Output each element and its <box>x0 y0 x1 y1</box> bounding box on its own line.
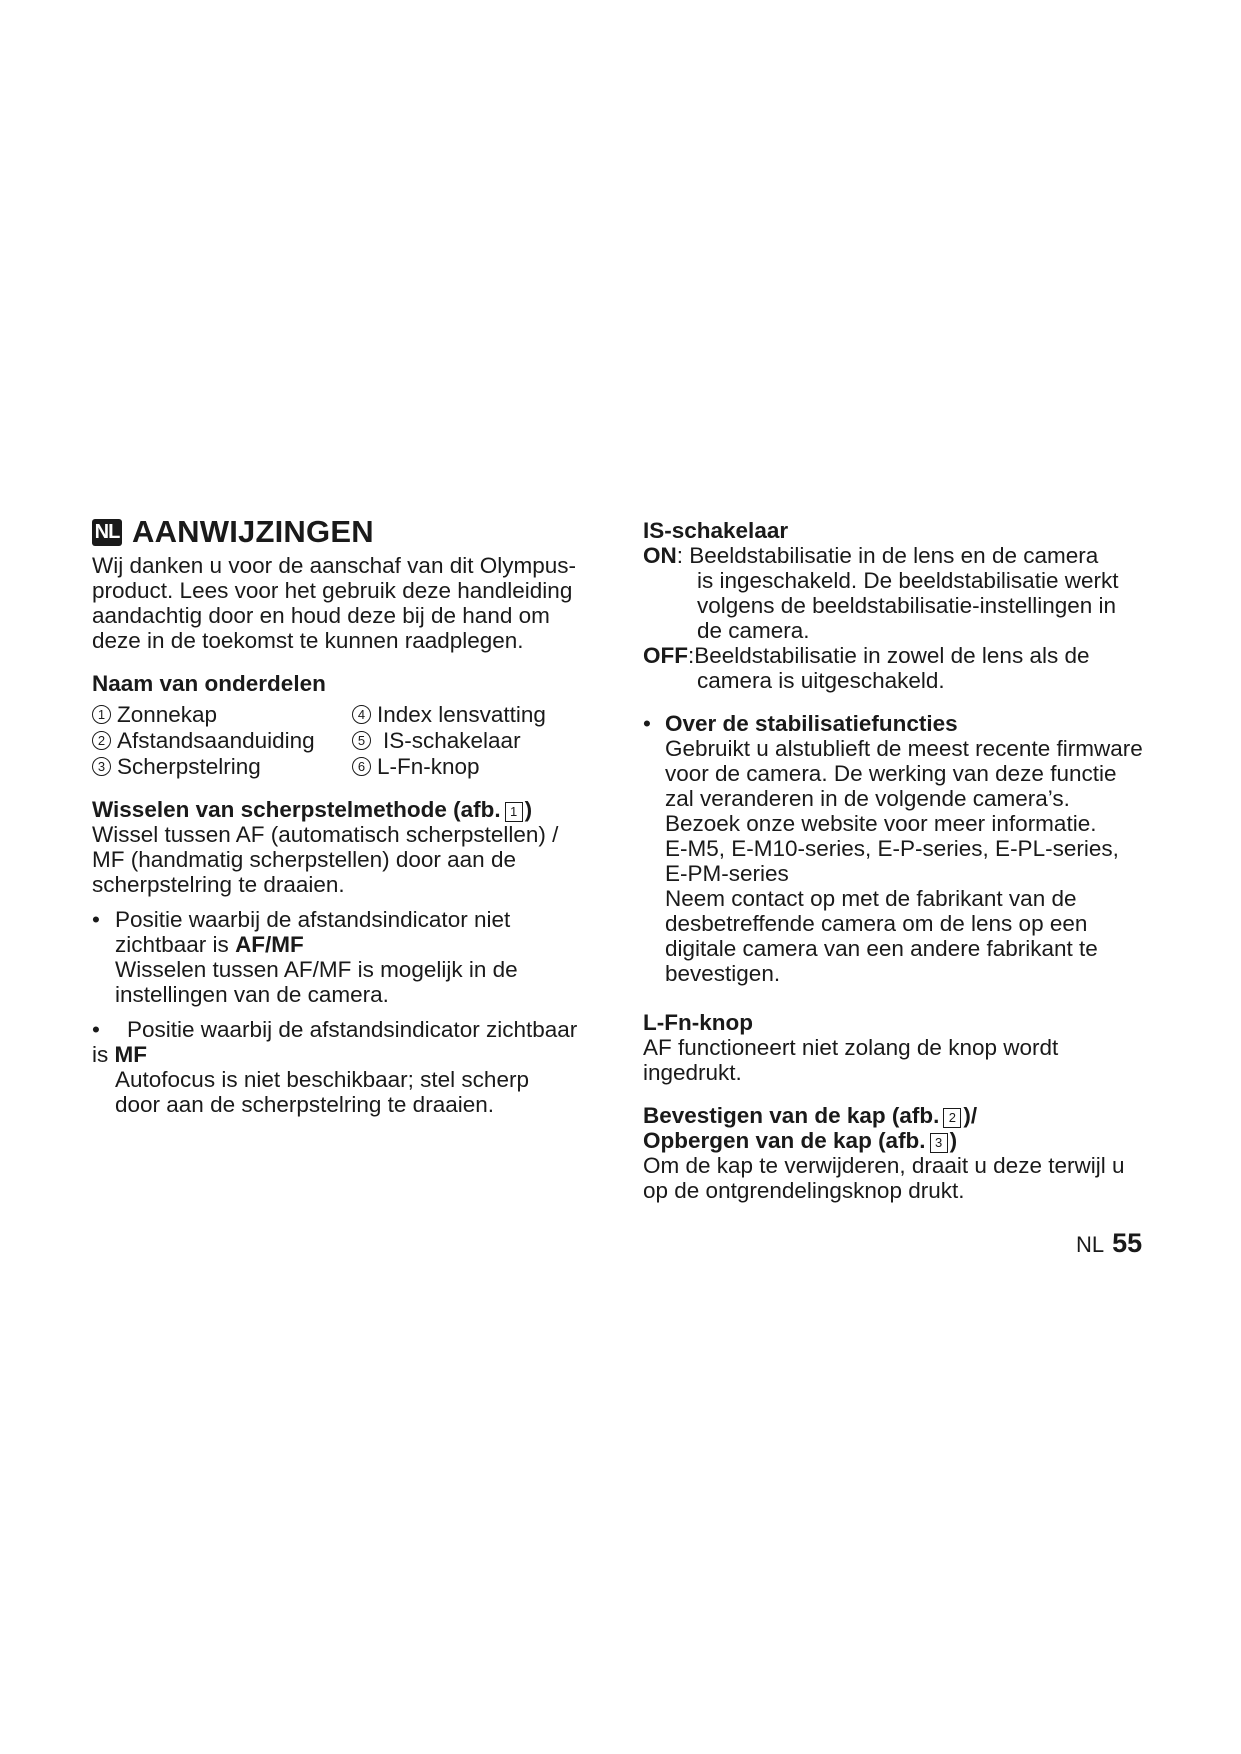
parts-list <box>92 702 612 779</box>
camera-models-line: E-M5, E-M10-series, E-P-series, E-PL-series, <box>665 836 1119 861</box>
part-label: Afstandsaanduiding <box>117 728 315 753</box>
definition-line: is ingeschakeld. De beeldstabilisatie werkt <box>697 568 1119 593</box>
right-column <box>643 518 1163 1203</box>
part-number: 2 <box>92 731 111 750</box>
off-text: :Beeldstabilisatie in zowel de lens als de <box>688 643 1090 668</box>
cap-heading-end: )/ <box>963 1103 978 1128</box>
definition-line: volgens de beeldstabilisatie-instellingen in <box>697 593 1117 618</box>
bullet-detail: door aan de scherpstelring te draaien. <box>115 1092 494 1117</box>
info-line: Bezoek onze website voor meer informatie. <box>665 811 1097 836</box>
footer-language: NL <box>1076 1232 1105 1257</box>
bullet-dot: • <box>92 907 100 932</box>
focus-heading-text: Wisselen van scherpstelmethode (afb. <box>92 797 501 822</box>
bullet-dot: • <box>92 1017 100 1042</box>
part-label: L-Fn-knop <box>377 754 480 779</box>
cap-heading-end: ) <box>949 1128 958 1153</box>
part-label: Index lensvatting <box>377 702 546 727</box>
bullet-dot: • <box>643 711 651 736</box>
cap-heading-attach <box>643 1103 1163 1128</box>
focus-heading <box>92 797 612 822</box>
intro-paragraph <box>92 553 612 653</box>
bullet-line <box>92 1042 612 1067</box>
figure-number: 3 <box>930 1133 948 1153</box>
focus-paragraph <box>92 822 612 897</box>
info-line: zal veranderen in de volgende camera’s. <box>665 786 1070 811</box>
bullet-line-prefix: is <box>92 1042 115 1067</box>
intro-line: aandachtig door en houd deze bij de hand om <box>92 603 550 628</box>
part-label: Zonnekap <box>117 702 218 727</box>
bullet-line <box>115 932 612 957</box>
lfn-paragraph <box>643 1035 1163 1085</box>
definition-line: de camera. <box>697 618 810 643</box>
is-heading: IS-schakelaar <box>643 518 789 543</box>
language-badge: NL <box>92 519 122 546</box>
bullet-line: Positie waarbij de afstandsindicator niet <box>115 907 511 932</box>
definition-line: camera is uitgeschakeld. <box>697 668 945 693</box>
page-footer <box>1076 1228 1142 1259</box>
off-term: OFF <box>643 643 688 668</box>
camera-models-line: E-PM-series <box>665 861 789 886</box>
on-term: ON <box>643 543 677 568</box>
on-text: : Beeldstabilisatie in de lens en de camera <box>676 543 1099 568</box>
cap-line: Om de kap te verwijderen, draait u deze terwijl u <box>643 1153 1125 1178</box>
cap-heading-text: Bevestigen van de kap (afb. <box>643 1103 940 1128</box>
parts-heading: Naam van onderdelen <box>92 671 326 696</box>
intro-line: product. Lees voor het gebruik deze handleiding <box>92 578 573 603</box>
bullet-keyword: AF/MF <box>235 932 304 957</box>
contact-line: digitale camera van een andere fabrikant te <box>665 936 1098 961</box>
stabilisation-heading: Over de stabilisatiefuncties <box>665 711 958 736</box>
info-line: Gebruikt u alstublieft de meest recente firmware <box>665 736 1143 761</box>
page-number: 55 <box>1112 1228 1143 1258</box>
cap-heading-text: Opbergen van de kap (afb. <box>643 1128 926 1153</box>
is-on-definition <box>643 543 1163 643</box>
contact-line: desbetreffende camera om de lens op een <box>665 911 1088 936</box>
lfn-heading: L-Fn-knop <box>643 1010 753 1035</box>
contact-line: Neem contact op met de fabrikant van de <box>665 886 1077 911</box>
cap-line: op de ontgrendelingsknop drukt. <box>643 1178 965 1203</box>
part-label: IS-schakelaar <box>383 728 521 753</box>
part-number: 3 <box>92 757 111 776</box>
part-number: 4 <box>352 705 371 724</box>
bullet-afmf <box>92 907 612 1007</box>
bullet-line-prefix: zichtbaar is <box>115 932 236 957</box>
bullet-detail: Autofocus is niet beschikbaar; stel scherp <box>115 1067 529 1092</box>
part-item <box>352 754 612 779</box>
cap-paragraph <box>643 1153 1163 1203</box>
bullet-mf <box>92 1017 612 1117</box>
definition-line <box>643 543 1163 568</box>
part-item <box>352 728 612 753</box>
stabilisation-info <box>643 736 1163 986</box>
part-number: 6 <box>352 757 371 776</box>
bullet-line: Positie waarbij de afstandsindicator zichtbaar <box>127 1017 578 1042</box>
lfn-line: ingedrukt. <box>643 1060 742 1085</box>
part-item <box>352 702 612 727</box>
part-label: Scherpstelring <box>117 754 261 779</box>
part-item <box>92 754 352 779</box>
lfn-line: AF functioneert niet zolang de knop wordt <box>643 1035 1059 1060</box>
bullet-detail: instellingen van de camera. <box>115 982 389 1007</box>
focus-heading-end: ) <box>524 797 533 822</box>
section-title-row <box>92 515 612 549</box>
figure-number: 1 <box>505 802 523 822</box>
is-off-definition <box>643 643 1163 693</box>
intro-line: deze in de toekomst te kunnen raadplegen. <box>92 628 524 653</box>
part-number: 1 <box>92 705 111 724</box>
bullet-detail: Wisselen tussen AF/MF is mogelijk in de <box>115 957 518 982</box>
part-item <box>92 728 352 753</box>
definition-line <box>643 643 1163 668</box>
focus-line: MF (handmatig scherpstellen) door aan de <box>92 847 516 872</box>
contact-line: bevestigen. <box>665 961 781 986</box>
figure-number: 2 <box>943 1108 961 1128</box>
part-item <box>92 702 352 727</box>
focus-line: Wissel tussen AF (automatisch scherpstellen) / <box>92 822 559 847</box>
info-line: voor de camera. De werking van deze functie <box>665 761 1117 786</box>
bullet-keyword: MF <box>114 1042 147 1067</box>
part-number: 5 <box>352 731 371 750</box>
intro-line: Wij danken u voor de aanschaf van dit Olympus- <box>92 553 576 578</box>
stabilisation-heading-row <box>643 711 1163 736</box>
left-column <box>92 515 612 1117</box>
cap-heading-store <box>643 1128 1163 1153</box>
focus-line: scherpstelring te draaien. <box>92 872 345 897</box>
page-title: AANWIJZINGEN <box>132 514 374 549</box>
